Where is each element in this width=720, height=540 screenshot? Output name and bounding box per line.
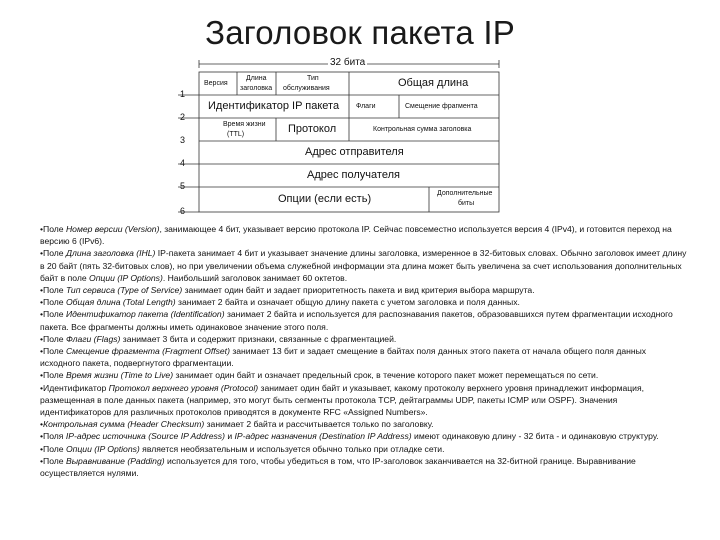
description-text <box>33 223 688 479</box>
paragraph-flags: •Поле Флаги (Flags) занимает 3 бита и содержит признаки, связанные с фрагментацией. <box>40 333 397 344</box>
row-label: 6 <box>180 206 186 216</box>
row-label: 3 <box>180 135 186 145</box>
field-protocol: Протокол <box>288 123 337 135</box>
paragraph-total-length: •Поле Общая длина (Total Length) занимает 2 байта и означает общую длину пакета с учетом заголовка и поля данных. <box>40 297 520 308</box>
field-ttl-line2: (TTL) <box>227 131 245 138</box>
field-ihl-line1: Длина <box>246 75 267 82</box>
field-total-length: Общая длина <box>398 77 469 89</box>
paragraph-padding: •Поле Выравнивание (Padding) используется для того, чтобы убедиться в том, что IP-заголовок заканчивается на 32-битной границе. Выравнивание осуществляется нулями. <box>40 455 636 479</box>
paragraph-checksum: •Контрольная сумма (Header Checksum) занимает 2 байта и рассчитывается только по заголовку. <box>40 419 434 430</box>
paragraph-ihl: •Поле Длина заголовка (IHL) IP-пакета занимает 4 бит и указывает значение длины заголовка, измеренное в 32-битовых словах. Обычно заголовок имеет длину в 20 байт (пять 32-битовых слов), но при увеличении объема служебной информации эта длина может быть увеличена за счет использования дополнительных байт в поле Опции (IP Options). Наибольший заголовок занимает 60 октетов. <box>40 248 687 283</box>
field-ihl-line2: заголовка <box>240 85 273 92</box>
field-flags: Флаги <box>356 103 376 110</box>
field-tos-line2: обслуживания <box>283 85 330 92</box>
row-label: 1 <box>180 89 186 99</box>
field-version: Версия <box>204 80 228 87</box>
field-options: Опции (если есть) <box>278 193 372 205</box>
paragraph-ttl: •Поле Время жизни (Time to Live) занимает один байт и означает предельный срок, в течение которого пакет может перемещаться по сети. <box>40 370 599 381</box>
paragraph-tos: •Поле Тип сервиса (Type of Service) занимает один байт и задает приоритетность пакета и вид критерия выбора маршрута. <box>40 285 535 296</box>
field-header-checksum: Контрольная сумма заголовка <box>373 126 472 133</box>
field-tos-line1: Тип <box>307 75 319 82</box>
field-ttl-line1: Время жизни <box>223 121 266 128</box>
row-label: 2 <box>180 112 186 122</box>
field-padding-line2: биты <box>458 200 475 207</box>
field-fragment-offset: Смещение фрагмента <box>405 103 478 110</box>
paragraph-protocol: •Идентификатор Протокол верхнего уровня (Protocol) занимает один байт и указывает, какому протоколу верхнего уровня принадлежит информация, размещенная в поле данных пакета (например, это могут быть сегменты протокола TCP, дейтаграммы UDP, пакеты ICMP или OSPF). Значения идентификаторов для различных протоколов приводятся в документе RFC «Assigned Numbers». <box>40 382 645 418</box>
row-label: 4 <box>180 158 186 168</box>
row-label: 5 <box>180 181 186 191</box>
width-label: 32 бита <box>330 57 366 68</box>
field-padding-line1: Дополнительные <box>437 190 493 197</box>
field-source-address: Адрес отправителя <box>305 146 404 158</box>
page-title: Заголовок пакета IP <box>205 14 515 51</box>
paragraph-identification: •Поле Идентификатор пакета (Identification) занимает 2 байта и используется для распознавания пакетов, образовавшихся путем фрагментации исходного пакета. Все фрагменты должны иметь одинаковое значение этого поля. <box>40 309 673 332</box>
field-identification: Идентификатор IP пакета <box>208 100 340 112</box>
field-destination-address: Адрес получателя <box>307 169 400 181</box>
ip-header-diagram <box>170 58 500 218</box>
paragraph-options: •Поле Опции (IP Options) является необязательным и используется обычно только при отладке сети. <box>40 443 445 454</box>
paragraph-fragment-offset: •Поле Смещение фрагмента (Fragment Offset) занимает 13 бит и задает смещение в байтах поля данных этого пакета от начала общего поля данных исходного пакета, подвергнутого фрагментации. <box>40 346 647 369</box>
paragraph-addresses: •Поля IP-адрес источника (Source IP Address) и IP-адрес назначения (Destination IP Address) имеют одинаковую длину - 32 бита - и одинаковую структуру. <box>40 431 659 442</box>
paragraph-version: •Поле Номер версии (Version), занимающее 4 бит, указывает версию протокола IP. Сейчас повсеместно используется версия 4 (IPv4), и готовится переход на версию 6 (IPv6). <box>40 224 672 247</box>
